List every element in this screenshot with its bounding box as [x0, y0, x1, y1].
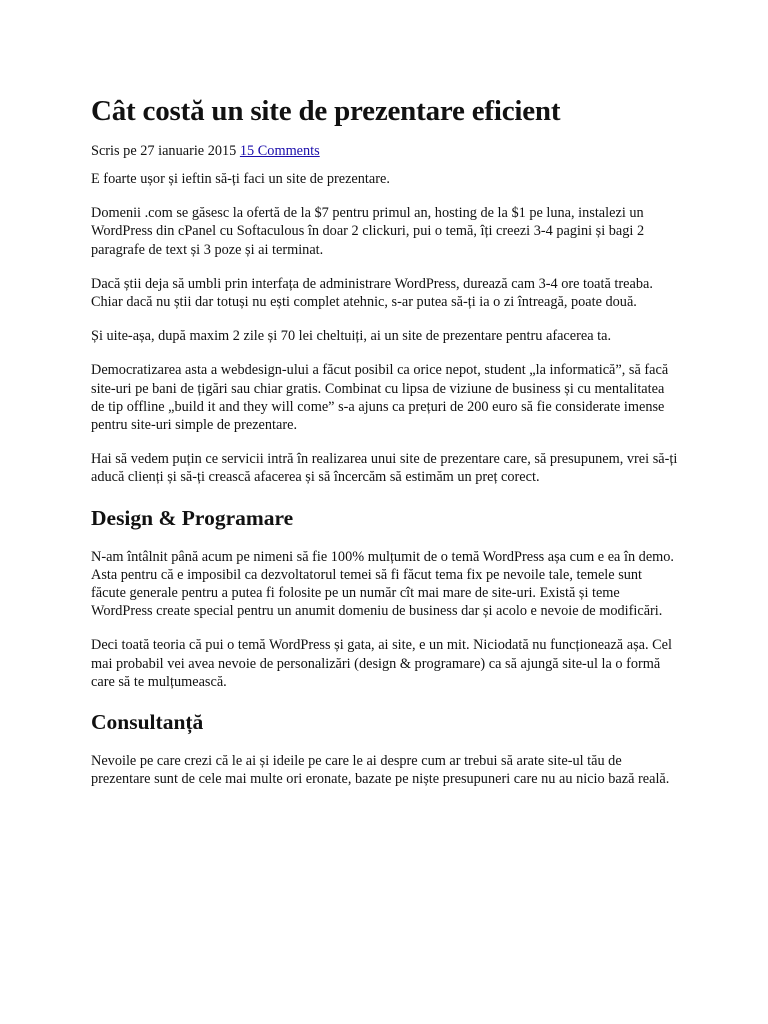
- section-heading-consultanta: Consultanță: [91, 710, 204, 735]
- intro-paragraph-3: Dacă știi deja să umbli prin interfața de administrare WordPress, durează cam 3-4 ore toată treaba. Chiar dacă nu știi dar totuși nu ești complet atehnic, s-ar putea să-ți ia o zi întreagă, poate două.: [91, 275, 653, 311]
- section-heading-design: Design & Programare: [91, 505, 294, 530]
- design-paragraph-2: Deci toată teoria că pui o temă WordPress și gata, ai site, e un mit. Niciodată nu funcționează așa. Cel mai probabil vei avea nevoie de personalizări (design & programare) ca să ajungă site-ul la o formă care să te mulțumească.: [91, 637, 672, 690]
- intro-paragraph-6: Hai să vedem puțin ce servicii intră în realizarea unui site de prezentare care, să presupunem, vrei să-ți aducă clienți și să-ți crească afacerea și să încercăm să estimăm un preț corect.: [91, 451, 678, 486]
- design-paragraph-1: N-am întâlnit până acum pe nimeni să fie 100% mulțumit de o temă WordPress așa cum e ea în demo. Asta pentru că e imposibil ca dezvoltatorul temei să fi făcut tema fix pe nevoile tale, temele sunt făcute generale pentru a putea fi folosite pe un număr cît mai mare de site-uri. Există și teme WordPress create special pentru un anumit domeniu de business dar și acolo e nevoie de modificări.: [91, 548, 675, 620]
- comments-link[interactable]: 15 Comments: [239, 143, 320, 159]
- intro-paragraph-2: Domenii .com se găsesc la ofertă de la $7 pentru primul an, hosting de la $1 pe luna, instalezi un WordPress din cPanel cu Softaculous în doar 2 clickuri, pui o temă, îți creezi 3-4 pagini și bagi 2 paragrafe de text și 3 poze și ai terminat.: [91, 205, 645, 258]
- intro-paragraph-5: Democratizarea asta a webdesign-ului a făcut posibil ca orice nepot, student „la informatică”, să facă site-uri pe bani de țigări sau chiar gratis. Combinat cu lipsa de viziune de business și cu mentalitatea de tip offline „build it and they will come” s-a ajuns ca prețuri de 200 euro să fie considerate imense pentru site-uri simple de prezentare.: [91, 362, 669, 434]
- article-body: [91, 170, 678, 788]
- article-title: Cât costă un site de prezentare eficient: [91, 95, 561, 127]
- consultanta-paragraph-1: Nevoile pe care crezi că le ai și ideile pe care le ai despre cum ar trebui să arate site-ul tău de prezentare sunt de cele mai multe ori eronate, bazate pe niște presupuneri care nu au nicio bază reală.: [91, 753, 670, 788]
- intro-paragraph-4: Și uite-așa, după maxim 2 zile și 70 lei cheltuiți, ai un site de prezentare pentru afacerea ta.: [91, 328, 612, 345]
- article-meta: [91, 142, 678, 160]
- post-date: Scris pe 27 ianuarie 2015: [91, 143, 240, 159]
- intro-paragraph-1: E foarte ușor și ieftin să-ți faci un site de prezentare.: [91, 171, 390, 187]
